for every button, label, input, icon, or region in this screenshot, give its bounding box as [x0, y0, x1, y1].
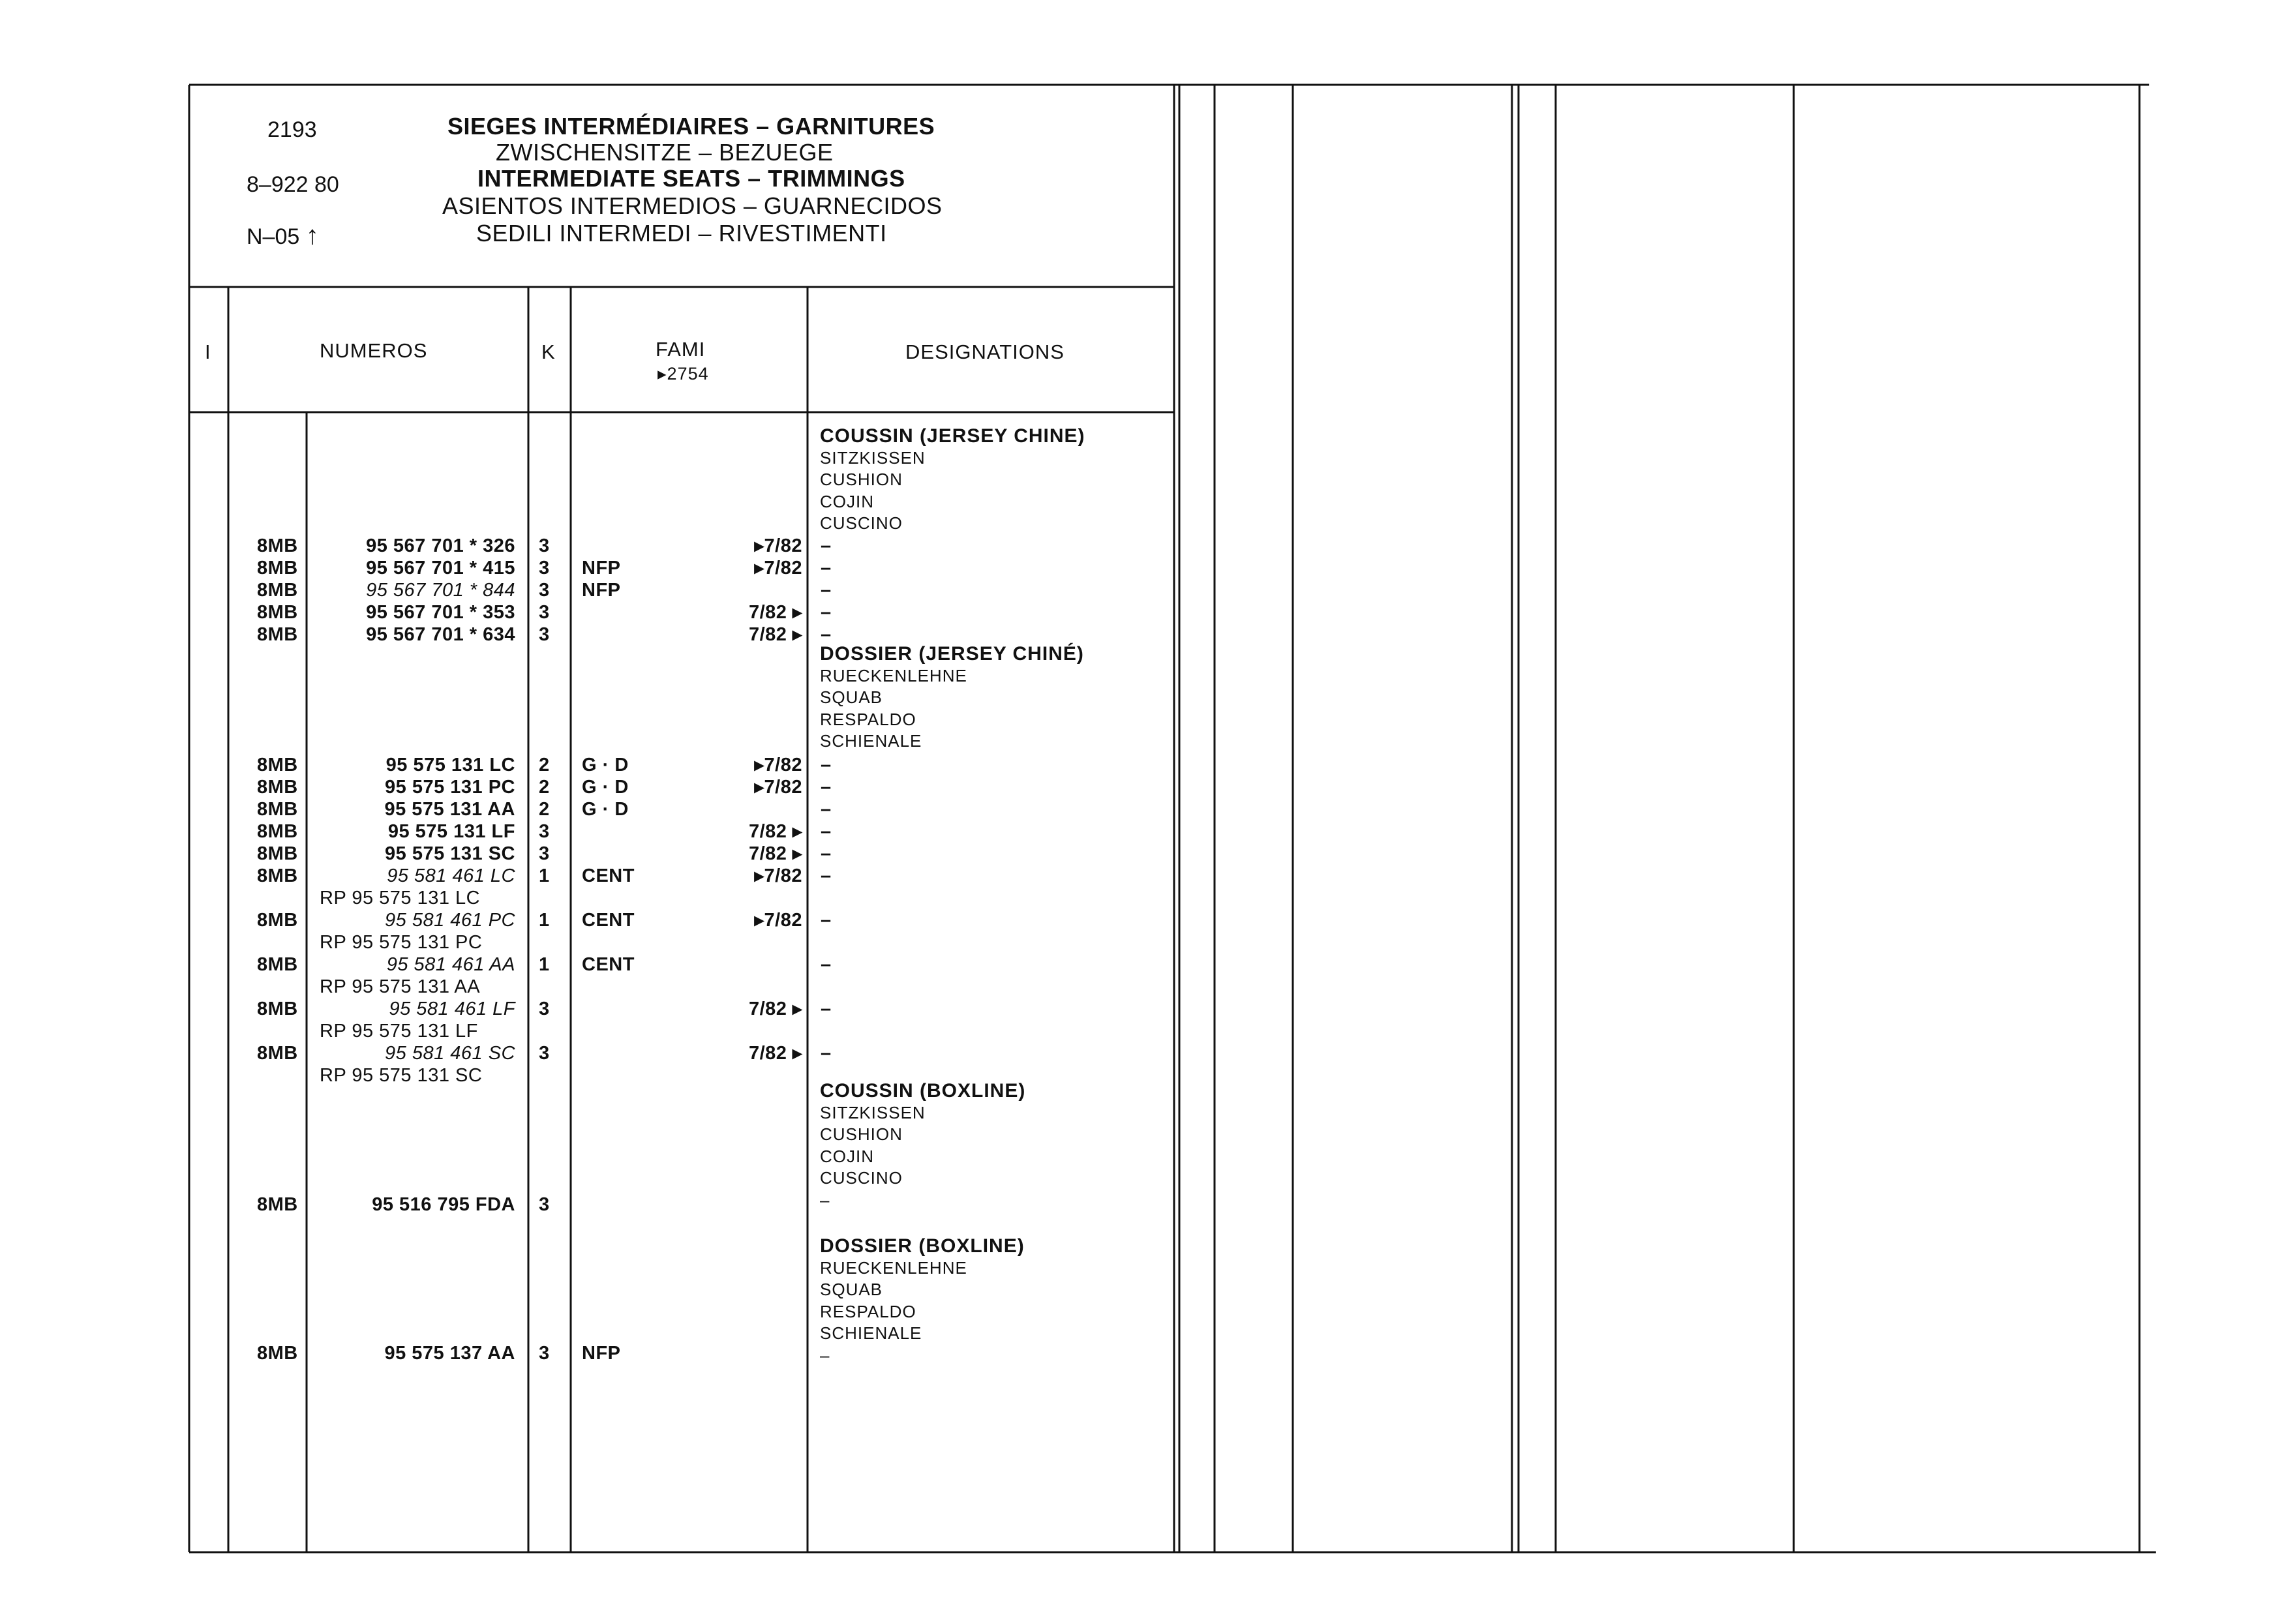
title-fr: SIEGES INTERMÉDIAIRES – GARNITURES — [447, 113, 935, 140]
row-code: 8MB — [257, 777, 298, 798]
row-part-number: 95 575 131 AA — [384, 799, 515, 820]
designation-title: DOSSIER (BOXLINE) — [820, 1235, 1025, 1257]
designation-line: – — [820, 1190, 830, 1210]
row-part-number: 95 567 701 * 415 — [366, 558, 515, 578]
row-designation: – — [821, 755, 832, 775]
row-date: 7/82 ▸ — [748, 843, 802, 864]
title-de: ZWISCHENSITZE – BEZUEGE — [496, 139, 834, 166]
row-fami: NFP — [582, 580, 621, 601]
designation-line: CUSCINO — [820, 1168, 903, 1188]
row-part-number: 95 581 461 SC — [385, 1043, 515, 1064]
row-k: 3 — [539, 843, 550, 864]
row-code: 8MB — [257, 1194, 298, 1215]
row-k: 3 — [539, 602, 550, 623]
row-replacement-number: RP 95 575 131 SC — [320, 1065, 483, 1086]
row-code: 8MB — [257, 558, 298, 578]
row-part-number: 95 567 701 * 844 — [366, 580, 515, 601]
row-designation: – — [821, 954, 832, 975]
row-k: 3 — [539, 535, 550, 556]
designation-dossier-boxline — [820, 1235, 1025, 1366]
row-replacement-number: RP 95 575 131 AA — [320, 976, 481, 997]
row-date: 7/82 ▸ — [748, 624, 802, 645]
row-part-number: 95 567 701 * 353 — [366, 602, 515, 623]
row-k: 1 — [539, 865, 550, 886]
row-designation: – — [821, 1043, 832, 1064]
row-part-number: 95 575 137 AA — [384, 1343, 515, 1364]
designation-line: – — [820, 1345, 830, 1365]
row-code: 8MB — [257, 624, 298, 645]
row-date: ▸7/82 — [754, 777, 802, 798]
designation-line: RESPALDO — [820, 1301, 916, 1321]
row-code: 8MB — [257, 843, 298, 864]
row-date: 7/82 ▸ — [748, 999, 802, 1019]
row-part-number: 95 575 131 LC — [385, 755, 515, 775]
row-date: ▸7/82 — [754, 558, 802, 578]
row-fami: NFP — [582, 1343, 621, 1364]
row-part-number: 95 567 701 * 326 — [366, 535, 515, 556]
row-code: 8MB — [257, 799, 298, 820]
row-k: 3 — [539, 821, 550, 842]
row-code: 8MB — [257, 821, 298, 842]
row-code: 8MB — [257, 755, 298, 775]
row-code: 8MB — [257, 865, 298, 886]
row-code: 8MB — [257, 999, 298, 1019]
col-header-i: I — [205, 340, 211, 363]
row-k: 3 — [539, 1343, 550, 1364]
row-fami: CENT — [582, 865, 635, 886]
row-part-number: 95 581 461 LC — [387, 865, 515, 886]
row-code: 8MB — [257, 910, 298, 931]
row-fami: NFP — [582, 558, 621, 578]
designation-line: SQUAB — [820, 687, 883, 707]
revision-code — [247, 221, 319, 250]
row-designation: – — [821, 843, 832, 864]
title-it: SEDILI INTERMEDI – RIVESTIMENTI — [476, 220, 887, 247]
row-designation: – — [821, 910, 832, 931]
row-part-number: 95 575 131 SC — [385, 843, 515, 864]
row-date: ▸7/82 — [754, 910, 802, 931]
row-k: 3 — [539, 558, 550, 578]
row-date: 7/82 ▸ — [748, 602, 802, 623]
row-k: 3 — [539, 580, 550, 601]
col-header-numeros: NUMEROS — [320, 339, 428, 362]
row-k: 1 — [539, 954, 550, 975]
designation-line: SITZKISSEN — [820, 1102, 926, 1122]
row-k: 3 — [539, 624, 550, 645]
row-part-number: 95 581 461 AA — [386, 954, 515, 975]
designation-line: RUECKENLEHNE — [820, 1257, 967, 1278]
revision-arrow-icon: ↑ — [305, 221, 319, 250]
row-replacement-number: RP 95 575 131 LC — [320, 888, 481, 909]
row-code: 8MB — [257, 580, 298, 601]
row-designation: – — [821, 535, 832, 556]
col-header-designations: DESIGNATIONS — [905, 340, 1065, 363]
row-code: 8MB — [257, 1043, 298, 1064]
designation-coussin-jersey — [820, 425, 1085, 535]
row-code: 8MB — [257, 602, 298, 623]
row-designation: – — [821, 999, 832, 1019]
row-part-number: 95 575 131 LF — [387, 821, 515, 842]
col-header-k: K — [541, 340, 556, 363]
row-designation: – — [821, 602, 832, 623]
row-part-number: 95 516 795 FDA — [372, 1194, 515, 1215]
row-k: 3 — [539, 1194, 550, 1215]
title-en: INTERMEDIATE SEATS – TRIMMINGS — [477, 165, 905, 192]
designation-line: COJIN — [820, 1146, 874, 1166]
designation-line: SITZKISSEN — [820, 447, 926, 468]
page-code: 2193 — [267, 117, 317, 142]
row-part-number: 95 581 461 LF — [389, 999, 515, 1019]
row-fami: G · D — [582, 755, 629, 775]
col-header-fami-ref: ▸2754 — [657, 364, 709, 383]
row-designation: – — [821, 865, 832, 886]
designation-line: CUSHION — [820, 1124, 903, 1144]
row-k: 3 — [539, 999, 550, 1019]
row-fami: G · D — [582, 777, 629, 798]
row-designation: – — [821, 777, 832, 798]
designation-line: SQUAB — [820, 1280, 883, 1299]
row-k: 2 — [539, 777, 550, 798]
row-fami: G · D — [582, 799, 629, 820]
designation-line: RESPALDO — [820, 709, 916, 729]
row-designation: – — [821, 799, 832, 820]
row-part-number: 95 581 461 PC — [385, 910, 515, 931]
designation-title: DOSSIER (JERSEY CHINÉ) — [820, 643, 1084, 665]
row-date: ▸7/82 — [754, 535, 802, 556]
row-code: 8MB — [257, 954, 298, 975]
row-designation: – — [821, 558, 832, 578]
row-date: 7/82 ▸ — [748, 1043, 802, 1064]
row-replacement-number: RP 95 575 131 PC — [320, 932, 483, 953]
designation-title: COUSSIN (JERSEY CHINE) — [820, 425, 1085, 447]
row-k: 2 — [539, 755, 550, 775]
designation-dossier-jersey — [820, 643, 1084, 753]
designation-line: COJIN — [820, 491, 874, 511]
row-date: 7/82 ▸ — [748, 821, 802, 842]
row-designation: – — [821, 580, 832, 601]
row-date: ▸7/82 — [754, 755, 802, 775]
revision-code-text: N–05 — [247, 224, 300, 249]
row-part-number: 95 575 131 PC — [385, 777, 515, 798]
date-code: 8–922 80 — [247, 172, 339, 197]
row-replacement-number: RP 95 575 131 LF — [320, 1021, 478, 1042]
designation-title: COUSSIN (BOXLINE) — [820, 1080, 1026, 1102]
designation-coussin-boxline — [820, 1080, 1025, 1211]
row-k: 1 — [539, 910, 550, 931]
designation-line: CUSCINO — [820, 513, 903, 533]
row-designation: – — [821, 624, 832, 645]
title-es: ASIENTOS INTERMEDIOS – GUARNECIDOS — [442, 192, 943, 219]
row-k: 2 — [539, 799, 550, 820]
row-fami: CENT — [582, 910, 635, 931]
designation-line: SCHIENALE — [820, 1323, 922, 1343]
row-date: ▸7/82 — [754, 865, 802, 886]
col-header-fami: FAMI — [656, 338, 706, 361]
row-fami: CENT — [582, 954, 635, 975]
row-code: 8MB — [257, 1343, 298, 1364]
row-k: 3 — [539, 1043, 550, 1064]
designation-line: SCHIENALE — [820, 731, 922, 751]
row-designation: – — [821, 821, 832, 842]
designation-line: CUSHION — [820, 470, 903, 489]
row-part-number: 95 567 701 * 634 — [366, 624, 515, 645]
row-code: 8MB — [257, 535, 298, 556]
designation-line: RUECKENLEHNE — [820, 665, 967, 685]
